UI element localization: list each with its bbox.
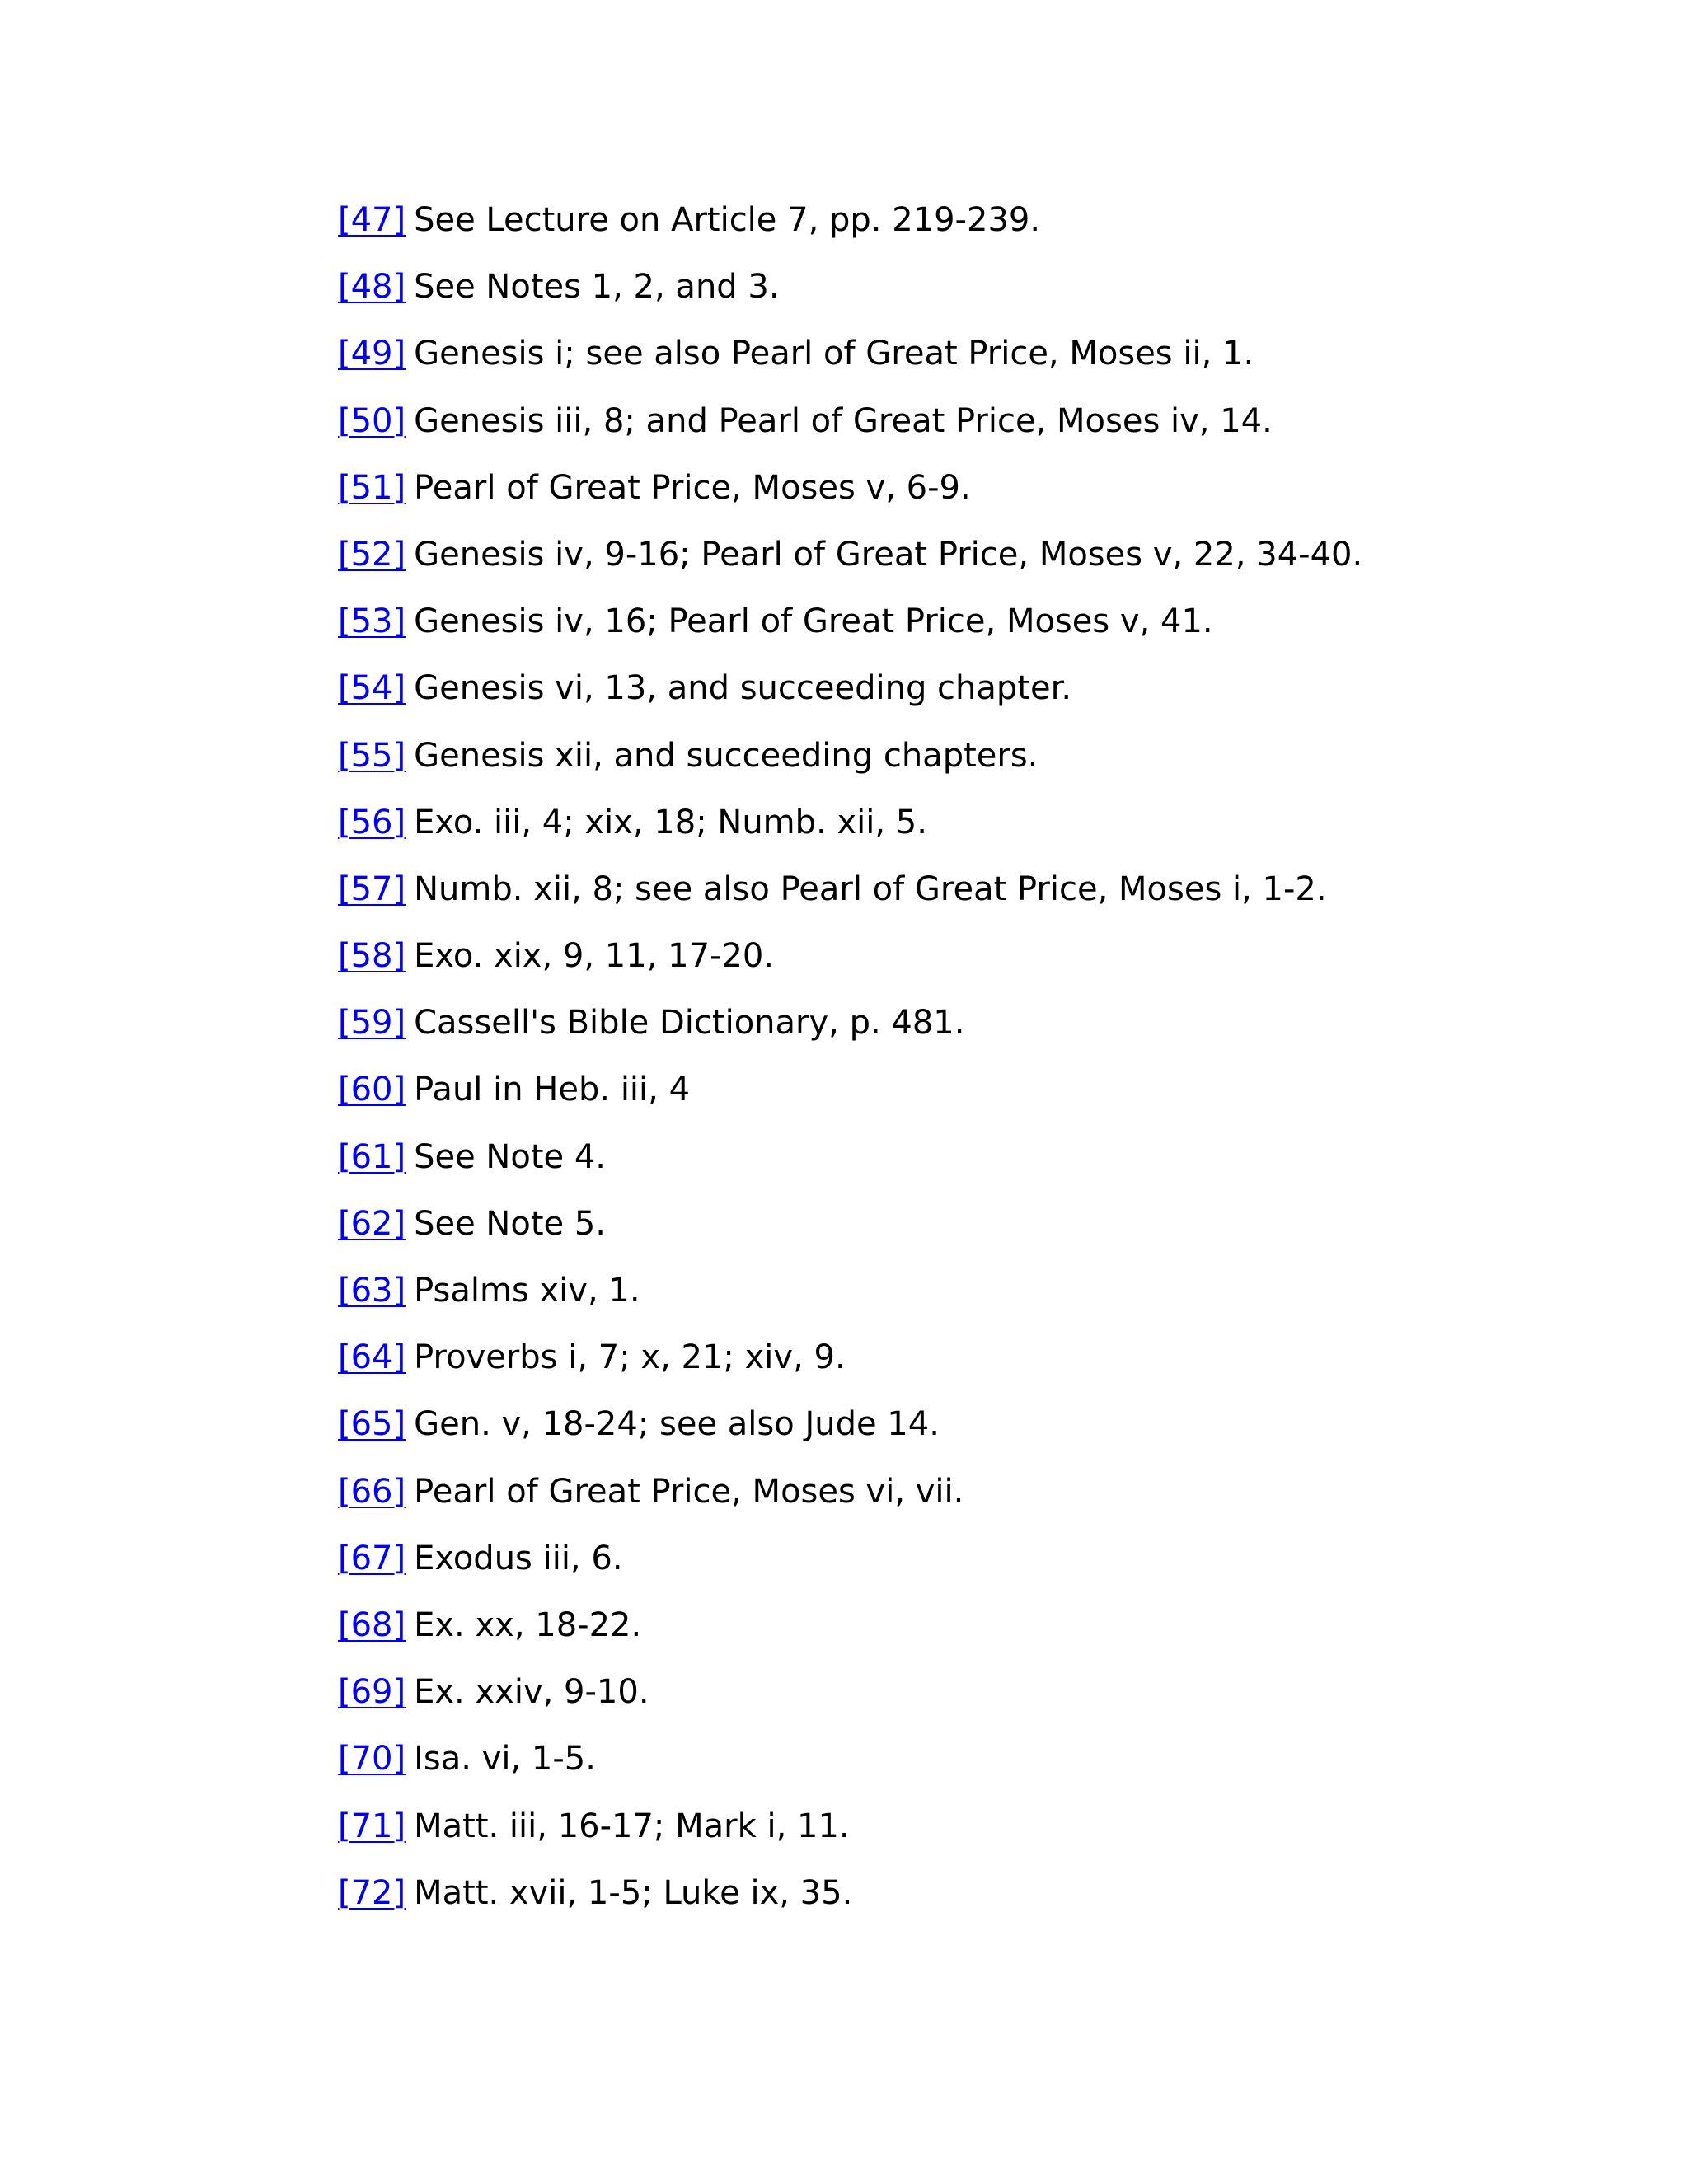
footnote-text-59: Cassell's Bible Dictionary, p. 481. (414, 1004, 965, 1043)
footnote-69 (338, 1668, 1574, 1735)
footnote-text-54: Genesis vi, 13, and succeeding chapter. (414, 669, 1072, 708)
footnote-link-71[interactable]: [71] (338, 1807, 406, 1845)
footnote-text-52: Genesis iv, 9-16; Pearl of Great Price, Moses v, 22, 34-40. (414, 535, 1363, 574)
footnote-text-72: Matt. xvii, 1-5; Luke ix, 35. (414, 1873, 853, 1912)
footnote-link-57[interactable]: [57] (338, 869, 406, 908)
footnote-52 (338, 531, 1574, 598)
footnote-53 (338, 598, 1574, 664)
footnote-text-55: Genesis xii, and succeeding chapters. (414, 736, 1039, 775)
footnote-link-69[interactable]: [69] (338, 1673, 406, 1712)
footnote-link-61[interactable]: [61] (338, 1137, 406, 1176)
footnote-65 (338, 1400, 1574, 1467)
footnote-text-62: See Note 5. (414, 1204, 606, 1243)
footnote-text-64: Proverbs i, 7; x, 21; xiv, 9. (414, 1338, 846, 1377)
footnote-57 (338, 865, 1574, 932)
footnote-link-53[interactable]: [53] (338, 602, 406, 641)
footnote-link-70[interactable]: [70] (338, 1740, 406, 1779)
footnote-64 (338, 1333, 1574, 1400)
footnote-text-53: Genesis iv, 16; Pearl of Great Price, Moses v, 41. (414, 602, 1213, 641)
footnote-60 (338, 1066, 1574, 1132)
footnote-text-63: Psalms xiv, 1. (414, 1272, 640, 1310)
footnote-text-58: Exo. xix, 9, 11, 17-20. (414, 937, 775, 976)
footnote-51 (338, 464, 1574, 531)
footnote-48 (338, 263, 1574, 330)
footnote-link-62[interactable]: [62] (338, 1204, 406, 1243)
footnote-link-48[interactable]: [48] (338, 268, 406, 307)
footnote-link-54[interactable]: [54] (338, 669, 406, 708)
footnote-link-65[interactable]: [65] (338, 1405, 406, 1444)
footnote-text-50: Genesis iii, 8; and Pearl of Great Price, Moses iv, 14. (414, 401, 1273, 440)
footnote-text-67: Exodus iii, 6. (414, 1539, 623, 1577)
footnote-49 (338, 330, 1574, 396)
footnote-link-50[interactable]: [50] (338, 401, 406, 440)
footnote-link-56[interactable]: [56] (338, 803, 406, 841)
footnote-text-47: See Lecture on Article 7, pp. 219-239. (414, 201, 1041, 239)
footnote-text-49: Genesis i; see also Pearl of Great Price, Moses ii, 1. (414, 335, 1254, 373)
footnote-68 (338, 1601, 1574, 1668)
footnote-text-56: Exo. iii, 4; xix, 18; Numb. xii, 5. (414, 803, 927, 841)
footnote-text-65: Gen. v, 18-24; see also Jude 14. (414, 1405, 940, 1444)
footnote-55 (338, 732, 1574, 799)
footnote-text-66: Pearl of Great Price, Moses vi, vii. (414, 1472, 964, 1511)
footnote-link-72[interactable]: [72] (338, 1873, 406, 1912)
footnote-56 (338, 799, 1574, 865)
footnote-59 (338, 999, 1574, 1066)
footnote-47 (338, 196, 1574, 263)
footnote-text-57: Numb. xii, 8; see also Pearl of Great Price, Moses i, 1-2. (414, 869, 1327, 908)
footnote-62 (338, 1200, 1574, 1267)
footnote-text-68: Ex. xx, 18-22. (414, 1605, 642, 1644)
footnote-50 (338, 397, 1574, 464)
footnote-text-48: See Notes 1, 2, and 3. (414, 268, 780, 307)
footnote-link-68[interactable]: [68] (338, 1605, 406, 1644)
footnote-link-67[interactable]: [67] (338, 1539, 406, 1577)
footnote-link-64[interactable]: [64] (338, 1338, 406, 1377)
footnote-text-51: Pearl of Great Price, Moses v, 6-9. (414, 468, 971, 507)
footnote-text-69: Ex. xxiv, 9-10. (414, 1673, 649, 1712)
footnote-link-59[interactable]: [59] (338, 1004, 406, 1043)
footnote-list (338, 196, 1574, 1936)
footnote-text-70: Isa. vi, 1-5. (414, 1740, 596, 1779)
footnote-text-61: See Note 4. (414, 1137, 606, 1176)
footnote-link-55[interactable]: [55] (338, 736, 406, 775)
footnote-text-71: Matt. iii, 16-17; Mark i, 11. (414, 1807, 850, 1845)
footnote-63 (338, 1267, 1574, 1333)
footnote-link-52[interactable]: [52] (338, 535, 406, 574)
footnote-link-63[interactable]: [63] (338, 1272, 406, 1310)
footnote-70 (338, 1735, 1574, 1802)
footnote-link-58[interactable]: [58] (338, 937, 406, 976)
footnote-link-49[interactable]: [49] (338, 335, 406, 373)
footnote-link-60[interactable]: [60] (338, 1071, 406, 1109)
footnote-66 (338, 1468, 1574, 1535)
footnote-link-51[interactable]: [51] (338, 468, 406, 507)
footnote-58 (338, 932, 1574, 999)
footnote-link-47[interactable]: [47] (338, 201, 406, 239)
footnote-67 (338, 1535, 1574, 1601)
footnote-text-60: Paul in Heb. iii, 4 (414, 1071, 691, 1109)
footnote-61 (338, 1133, 1574, 1200)
footnote-link-66[interactable]: [66] (338, 1472, 406, 1511)
footnote-54 (338, 664, 1574, 731)
footnote-71 (338, 1802, 1574, 1869)
footnote-72 (338, 1869, 1574, 1936)
